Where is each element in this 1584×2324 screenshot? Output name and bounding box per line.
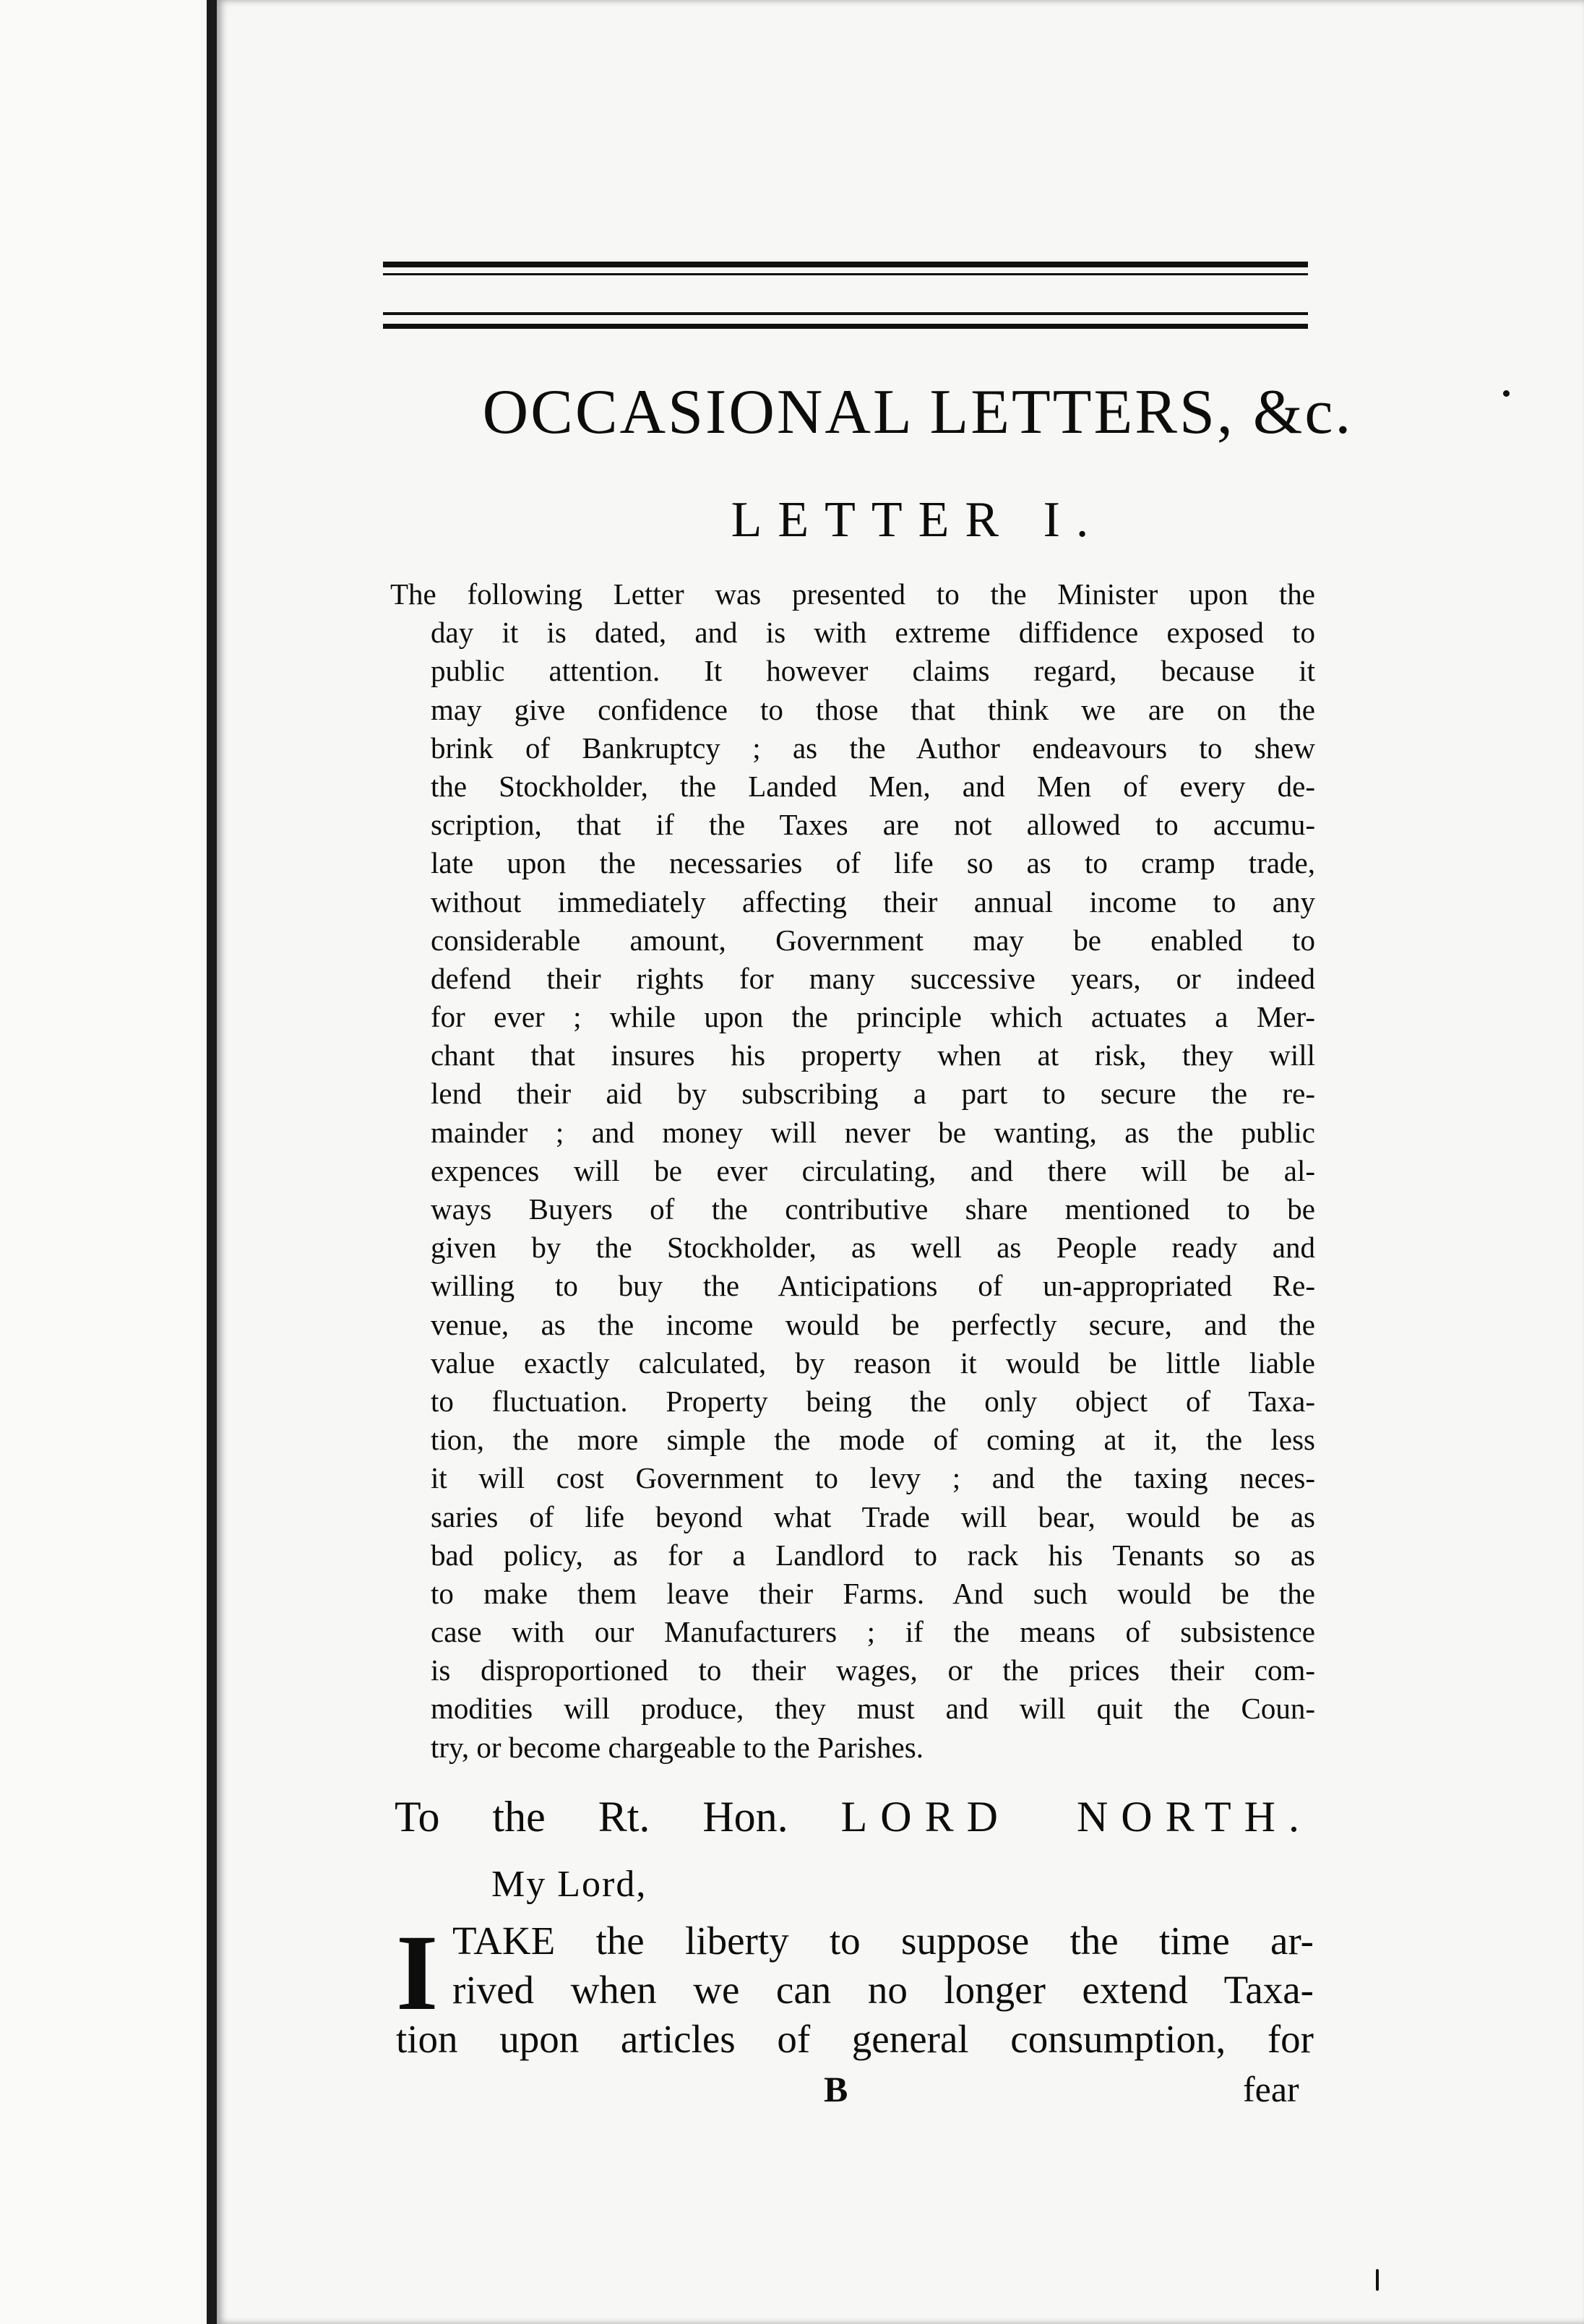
body-line: TAKE the liberty to suppose the time ar- <box>452 1919 1314 1963</box>
preface-line: to make them leave their Farms. And such would be the <box>431 1576 1315 1610</box>
preface-line: considerable amount, Government may be enabled to <box>431 923 1315 957</box>
ink-speck <box>1376 2269 1379 2291</box>
salutation-prefix: To the Rt. Hon. <box>395 1793 788 1841</box>
drop-cap: I <box>396 1913 439 2033</box>
preface-line: defend their rights for many successive years, or indeed <box>431 961 1315 995</box>
page-title: OCCASIONAL LETTERS, &c. <box>482 377 1353 447</box>
preface-line: it will cost Government to levy ; and the taxing neces- <box>431 1461 1315 1495</box>
top-rule-2 <box>383 273 1308 275</box>
preface-line: The following Letter was presented to the Minister upon the <box>390 577 1315 611</box>
preface-line: willing to buy the Anticipations of un-appropriated Re- <box>431 1269 1315 1303</box>
body-line: tion upon articles of general consumption, for <box>396 2017 1314 2061</box>
preface-line: given by the Stockholder, as well as People ready and <box>431 1231 1315 1265</box>
preface-line: chant that insures his property when at risk, they will <box>431 1038 1315 1072</box>
preface-line: late upon the necessaries of life so as to cramp trade, <box>431 846 1315 880</box>
preface-line: venue, as the income would be perfectly secure, and the <box>431 1307 1315 1341</box>
top-rule-1 <box>383 262 1308 267</box>
preface-line: expences will be ever circulating, and there will be al- <box>431 1153 1315 1187</box>
signature-mark: B <box>824 2069 848 2109</box>
salutation-name: LORD NORTH. <box>840 1793 1313 1841</box>
preface-line: ways Buyers of the contributive share mentioned to be <box>431 1192 1315 1226</box>
left-page-strip <box>0 0 217 2324</box>
preface-line: may give confidence to those that think we are on the <box>431 692 1315 726</box>
preface-line: day it is dated, and is with extreme diffidence exposed to <box>431 616 1315 650</box>
preface-line: is disproportioned to their wages, or the prices their com- <box>431 1653 1315 1687</box>
preface-line: saries of life beyond what Trade will bear, would be as <box>431 1499 1315 1533</box>
letter-heading: LETTER I. <box>731 492 1105 548</box>
top-rule-3 <box>383 312 1308 315</box>
preface-line: brink of Bankruptcy ; as the Author endeavours to shew <box>431 731 1315 765</box>
my-lord-greeting: My Lord, <box>491 1864 647 1905</box>
preface-line: without immediately affecting their annual income to any <box>431 885 1315 918</box>
preface-line: modities will produce, they must and will quit the Coun- <box>431 1692 1315 1726</box>
body-line: rived when we can no longer extend Taxa- <box>452 1968 1314 2012</box>
salutation <box>395 1792 1312 1842</box>
catchword: fear <box>1243 2069 1299 2109</box>
preface-line: for ever ; while upon the principle which actuates a Mer- <box>431 1000 1315 1034</box>
preface-line: try, or become chargeable to the Parishes. <box>431 1730 924 1764</box>
preface-paragraph <box>390 575 1315 1767</box>
letter-body <box>396 1913 1314 2064</box>
preface-line: to fluctuation. Property being the only object of Taxa- <box>431 1384 1315 1418</box>
preface-line: value exactly calculated, by reason it would be little liable <box>431 1346 1315 1380</box>
ink-speck <box>1503 390 1510 397</box>
preface-line: tion, the more simple the mode of coming at it, the less <box>431 1423 1315 1457</box>
preface-line: scription, that if the Taxes are not allowed to accumu- <box>431 808 1315 842</box>
preface-line: the Stockholder, the Landed Men, and Men of every de- <box>431 769 1315 803</box>
preface-line: public attention. It however claims regard, because it <box>431 654 1315 688</box>
preface-line: mainder ; and money will never be wanting, as the public <box>431 1115 1315 1149</box>
preface-line: case with our Manufacturers ; if the means of subsistence <box>431 1615 1315 1649</box>
preface-line: lend their aid by subscribing a part to secure the re- <box>431 1077 1315 1111</box>
top-rule-4 <box>383 324 1308 329</box>
preface-line: bad policy, as for a Landlord to rack his Tenants so as <box>431 1538 1315 1572</box>
